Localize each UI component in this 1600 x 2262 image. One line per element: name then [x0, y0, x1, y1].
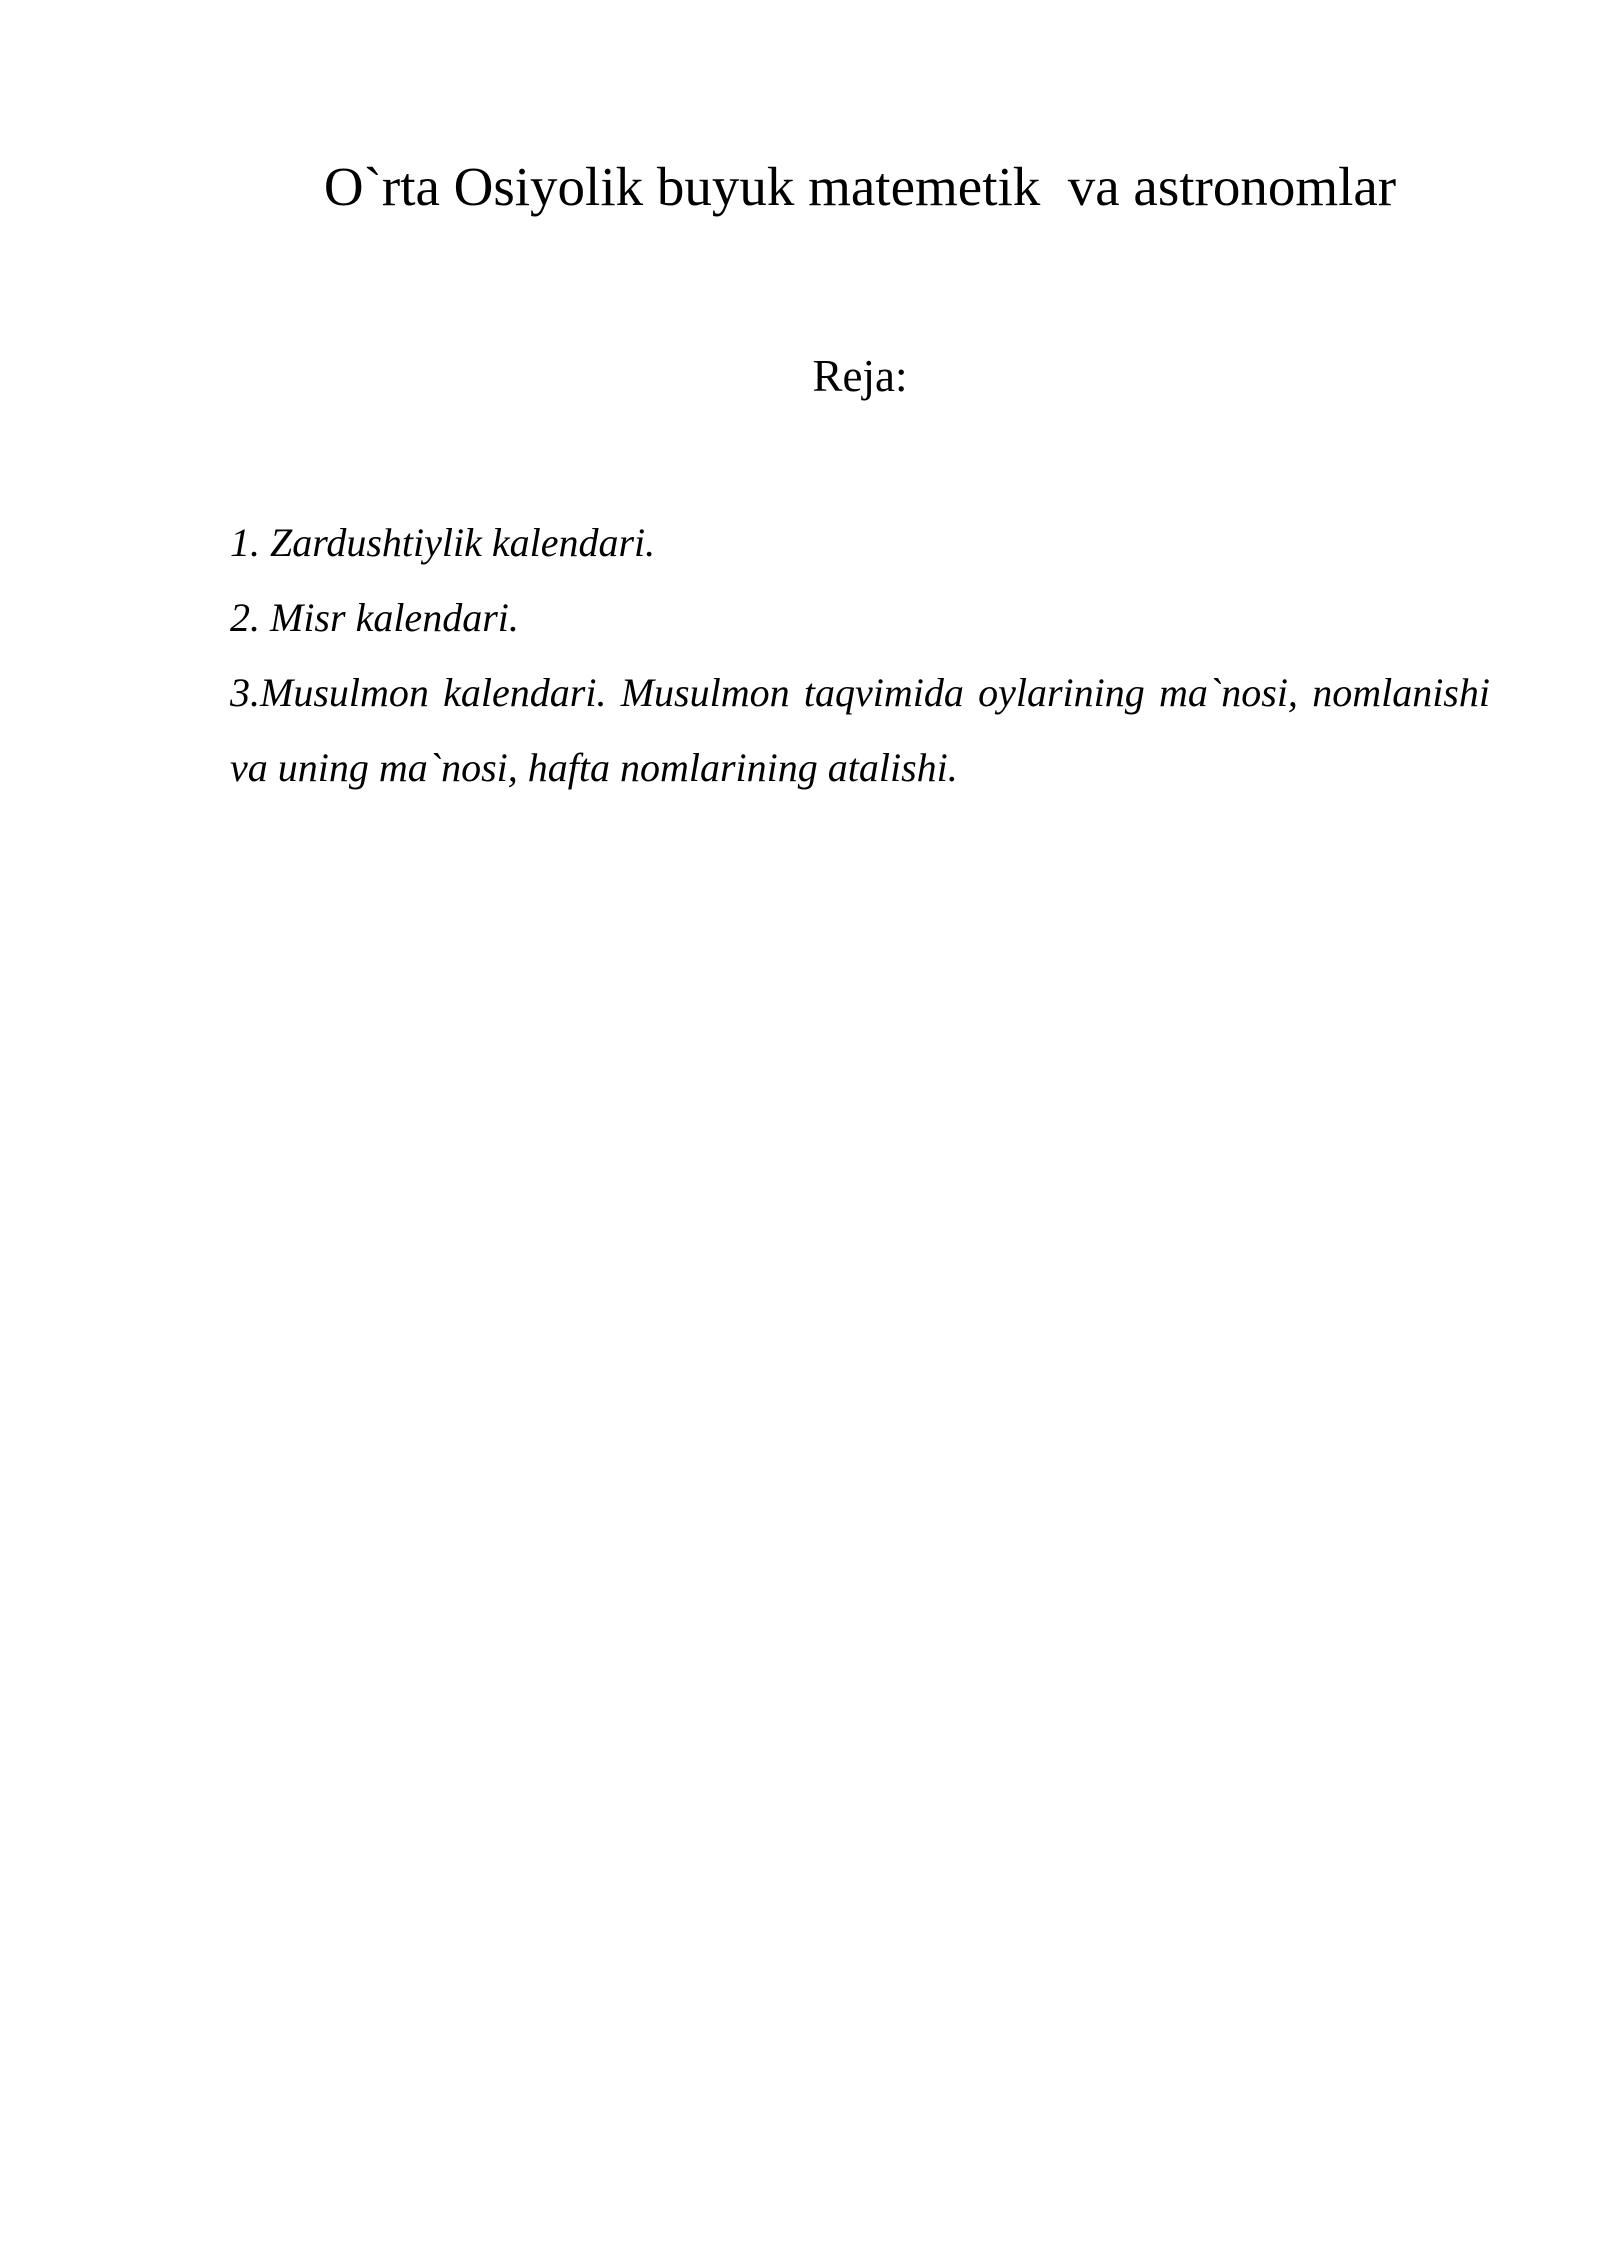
plan-item: 1. Zardushtiylik kalendari. — [230, 520, 656, 565]
plan-item: 3.Musulmon kalendari. Musulmon taqvimida oylarining ma`nosi, nomlanishi va uning ma`nosi, hafta nomlarining atalishi. — [230, 670, 1490, 790]
plan-list — [230, 505, 1490, 805]
plan-heading: Reja: — [812, 351, 908, 401]
document-title: O`rta Osiyolik buyuk matemetik va astronomlar — [323, 156, 1397, 217]
plan-item: 2. Misr kalendari. — [230, 595, 519, 640]
